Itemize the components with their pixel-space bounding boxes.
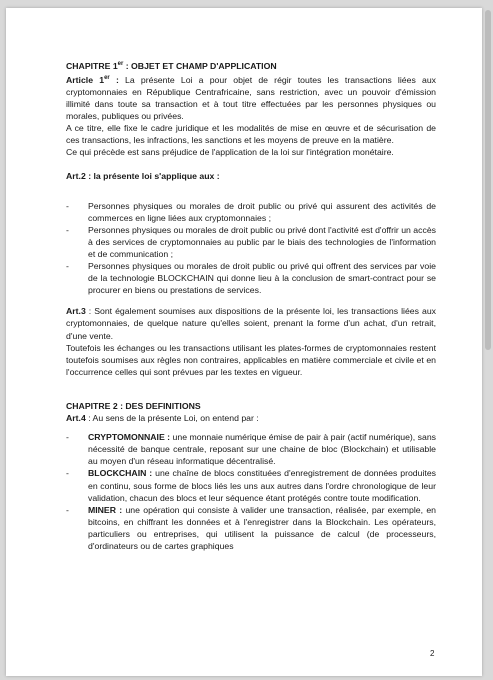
article-1-label: Article 1er :	[66, 74, 119, 85]
chapter-1-title: CHAPITRE 1er : OBJET ET CHAMP D'APPLICATION	[66, 60, 277, 71]
article-1-paragraph-2: A ce titre, elle fixe le cadre juridique et les modalités de mise en œuvre et de sécurisation de ces transactions, les infractions, les sanctions et les moyens de preuve en la matière.	[66, 123, 436, 146]
document-page	[6, 8, 482, 676]
article-1-paragraph-3: Ce qui précède est sans préjudice de l'application de la loi sur l'intégration monétaire.	[66, 147, 394, 158]
definition-item: - BLOCKCHAIN : une chaîne de blocs constituées d'enregistrement de données produites en continu, sous forme de blocs liés les uns aux autres dans l'ordre chronologique de leur validation, chacun des blocs et leur séquence étant protégés contre toute modification.	[66, 468, 436, 503]
article-2-heading: Art.2 : la présente loi s'applique aux :	[66, 170, 220, 181]
article-4-intro: Art.4 : Au sens de la présente Loi, on entend par :	[66, 413, 259, 424]
article-3-paragraph-2: Toutefois les échanges ou les transactions utilisant les plates-formes de cryptomonnaies restent toutefois soumises aux règles non contraires, applicables en matière commerciale et civile et en l'occurrence celles qui sont prévues par les textes en vigueur.	[66, 342, 436, 377]
list-item: - Personnes physiques ou morales de droit public ou privé qui assurent des activités de commerces en ligne liées aux cryptomonnaies ;	[66, 200, 436, 223]
article-1-paragraph: Article 1er : La présente Loi a pour objet de régir toutes les transactions liées aux cryptomonnaies en République Centrafricaine, sans restriction, avec un pouvoir d'émission illimité dans toute sa transaction et à tout titre effectuées par les personnes physiques ou morales, publiques ou privées.	[66, 74, 437, 122]
article-3-paragraph: Art.3 : Sont également soumises aux dispositions de la présente loi, les transactions liées aux cryptomonnaies, de quelque nature qu'elles soient, prenant la forme d'un achat, d'un retrait, d'une vente.	[66, 306, 436, 341]
definition-item: - CRYPTOMONNAIE : une monnaie numérique émise de pair à pair (actif numérique), sans nécessité de banque centrale, reposant sur une chaine de bloc (Blockchain) et utilisable au moyen d'un réseau informatique décentralisé.	[66, 432, 437, 467]
page-number: 2	[430, 649, 435, 658]
scrollbar-thumb[interactable]	[485, 10, 491, 350]
article-2-list	[66, 200, 436, 297]
chapter-2-title: CHAPITRE 2 : DES DEFINITIONS	[66, 400, 201, 411]
list-item: - Personnes physiques ou morales de droit public ou privé qui offrent des services par voie de la technologie BLOCKCHAIN qui donne lieu à la conclusion de smart-contract pour se procurer en biens ou prestations de services.	[66, 261, 436, 296]
list-item: - Personnes physiques ou morales de droit public ou privé dont l'activité est d'offrir un accès à des services de cryptomonnaies au public par le biais des technologies de l'information et de communication ;	[66, 224, 436, 259]
document-body	[66, 58, 436, 561]
definition-item: - MINER : une opération qui consiste à valider une transaction, réalisée, par exemple, en bitcoins, en chiffrant les données et à l'enregistrer dans la Blockchain. Les opérateurs, particuliers ou entreprises, qui utilisent la puissance de calcul (de processeurs, d'ordinateurs ou de cartes graphiques	[66, 504, 436, 551]
definitions-list	[66, 431, 436, 552]
